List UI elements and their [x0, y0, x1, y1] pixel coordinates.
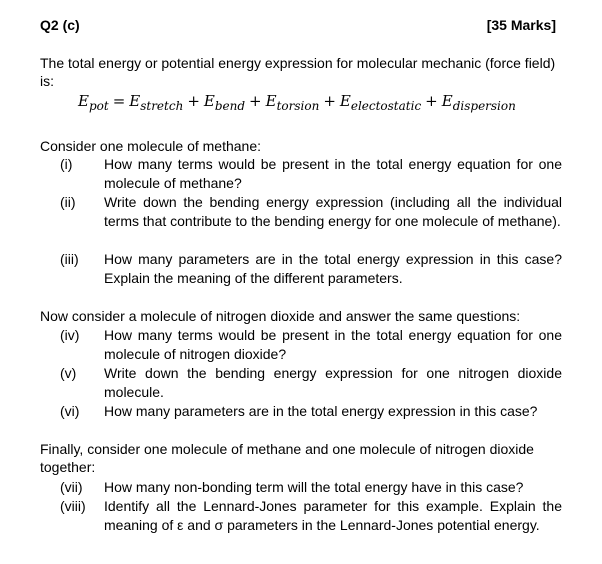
plus-sign: +	[249, 92, 262, 110]
equals-sign: =	[112, 92, 126, 110]
item-number: (ii)	[60, 194, 76, 210]
item-text: How many non-bonding term will the total energy have in this case?	[104, 479, 524, 495]
item-text: How many parameters are in the total energy expression in this case? Explain the meaning of the different parameters.	[104, 251, 562, 286]
plus-sign: +	[425, 92, 438, 110]
item-number: (vii)	[60, 479, 83, 495]
item-number: (viii)	[60, 498, 86, 514]
term-stretch: $E_{stretch}$	[129, 92, 184, 113]
item-number: (iii)	[60, 251, 79, 267]
equation-lhs: $E_{pot}$	[78, 92, 109, 113]
item-text: Write down the bending energy expression for one nitrogen dioxide molecule.	[104, 365, 562, 400]
item-number: (v)	[60, 365, 77, 381]
item-number: (i)	[60, 156, 73, 172]
question-number: Q2 (c)	[40, 17, 80, 33]
potential-energy-equation	[78, 92, 516, 113]
plus-sign: +	[187, 92, 200, 110]
term-dispersion: $E_{dispersion}$	[441, 92, 516, 113]
section-methane-heading: Consider one molecule of methane:	[40, 138, 262, 154]
plus-sign: +	[323, 92, 336, 110]
section-nitrogen-dioxide-heading: Now consider a molecule of nitrogen dioxide and answer the same questions:	[40, 308, 521, 324]
intro-text: The total energy or potential energy expression for molecular mechanic (force field) is:	[40, 55, 556, 89]
term-torsion: $E_{torsion}$	[265, 92, 320, 113]
item-text: How many terms would be present in the total energy equation for one molecule of nitrogen dioxide?	[104, 327, 562, 362]
term-electrostatic: $E_{electostatic}$	[339, 92, 422, 113]
item-number: (iv)	[60, 327, 80, 343]
item-text: How many parameters are in the total energy expression in this case?	[104, 403, 538, 419]
section-combined-heading: Finally, consider one molecule of methane and one molecule of nitrogen dioxide together:	[40, 441, 534, 475]
item-text: Write down the bending energy expression (including all the individual terms that contribute to the bending energy for one molecule of methane).	[104, 194, 562, 229]
item-number: (vi)	[60, 403, 80, 419]
item-text: How many terms would be present in the total energy equation for one molecule of methane?	[104, 156, 562, 191]
question-marks: [35 Marks]	[486, 17, 556, 33]
item-text: Identify all the Lennard-Jones parameter for this example. Explain the meaning of ε and σ parameters in the Lennard-Jones potential energy.	[104, 498, 562, 533]
term-bend: $E_{bend}$	[203, 92, 246, 113]
